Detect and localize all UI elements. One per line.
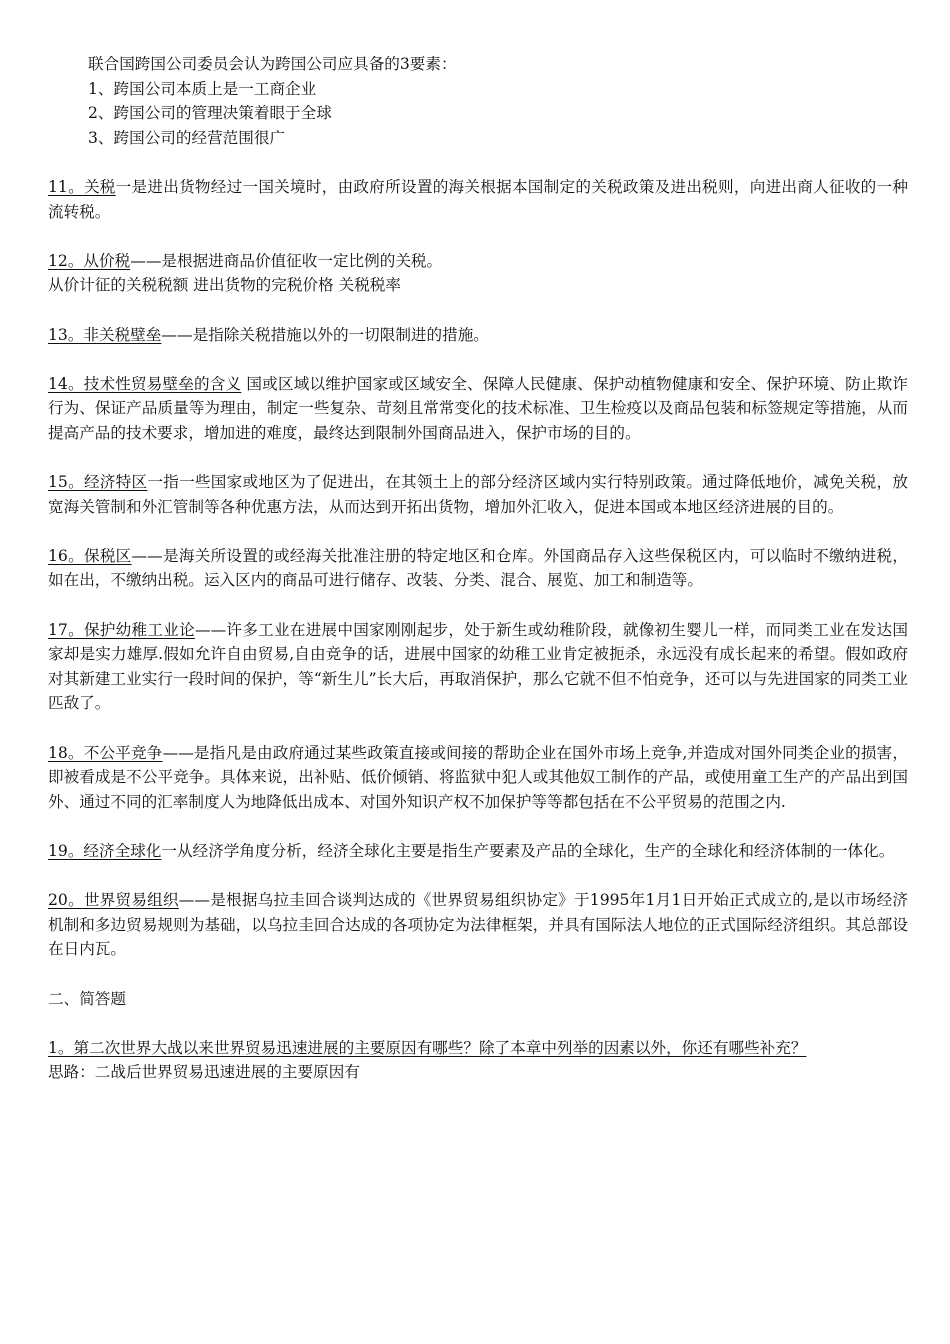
definition-text: ——是指凡是由政府通过某些政策直接或间接的帮助企业在国外市场上竞争,并造成对国外同类企业的损害，即被看成是不公平竞争。具体来说，出补贴、低价倾销、将监狱中犯人或其他奴工制作的产品，或使用童工生产的产品出到国外、通过不同的汇率制度人为地降低出成本、对国外知识产权不加保护等等都包括在不公平贸易的范围之内. [48,743,908,811]
definition-term: 11。关税 [48,177,116,196]
definition-17 [48,618,908,716]
definition-text: 一指一些国家或地区为了促进出，在其领土上的部分经济区域内实行特别政策。通过降低地价，减免关税，放宽海关管制和外汇管制等各种优惠方法，从而达到开拓出货物，增加外汇收入，促进本国或本地区经济进展的目的。 [48,473,908,516]
definition-12 [48,249,908,274]
definition-term: 17。保护幼稚工业论 [48,620,195,639]
intro-heading: 联合国跨国公司委员会认为跨国公司应具备的3要素： [88,55,457,73]
definition-term: 14。技术性贸易壁垒的含义 [48,374,242,393]
definition-12-formula: 从价计征的关税税额 进出货物的完税价格 关税税率 [48,276,401,295]
question-1 [48,1036,908,1061]
definition-18 [48,741,908,815]
definition-11 [48,175,908,224]
definition-14 [48,372,908,446]
document-page [48,52,908,1085]
definition-term: 16。保税区 [48,546,132,565]
definition-text: 国或区域以维护国家或区域安全、保障人民健康、保护动植物健康和安全、保护环境、防止欺诈行为、保证产品质量等为理由，制定一些复杂、苛刻且常常变化的技术标准、卫生检疫以及商品包装和标签规定等措施，从而提高产品的技术要求，增加进的难度，最终达到限制外国商品进入，保护市场的目的。 [48,374,908,442]
definition-20 [48,888,908,962]
definition-text: ——是根据乌拉圭回合谈判达成的《世界贸易组织协定》于1995年1月1日开始正式成立的,是以市场经济机制和多边贸易规则为基础，以乌拉圭回合达成的各项协定为法律框架，并具有国际法人地位的正式国际经济组织。其总部设在日内瓦。 [48,891,908,959]
definition-term: 12。从价税 [48,251,131,270]
definition-term: 15。经济特区 [48,473,148,492]
definition-term: 13。非关税壁垒 [48,325,162,344]
definition-term: 19。经济全球化 [48,842,162,860]
intro-item: 1、跨国公司本质上是一工商企业 [88,79,317,98]
section-title: 二、简答题 [48,989,126,1008]
intro-item: 3、跨国公司的经营范围很广 [88,128,286,147]
definition-19 [48,839,908,864]
definition-text: 一从经济学角度分析，经济全球化主要是指生产要素及产品的全球化，生产的全球化和经济体制的一体化。 [161,842,895,860]
definition-term: 18。不公平竞争 [48,743,163,762]
definition-term: 20。世界贸易组织 [48,891,179,910]
definition-text: 一是进出货物经过一国关境时，由政府所设置的海关根据本国制定的关税政策及进出税则，向进出商人征收的一种流转税。 [48,177,908,221]
intro-item: 2、跨国公司的管理决策着眼于全球 [88,104,332,123]
definition-text: ——是根据进商品价值征收一定比例的关税。 [130,251,443,270]
definition-15 [48,470,908,519]
definition-13 [48,323,908,348]
definition-text: ——是指除关税措施以外的一切限制进的措施。 [161,325,489,344]
definition-16 [48,544,908,593]
question-text: 1。第二次世界大战以来世界贸易迅速进展的主要原因有哪些？除了本章中列举的因素以外，你还有哪些补充？ [48,1038,807,1057]
question-hint: 思路：二战后世界贸易迅速进展的主要原因有 [48,1063,360,1082]
definition-text: ——许多工业在进展中国家刚刚起步，处于新生或幼稚阶段，就像初生婴儿一样，而同类工业在发达国家却是实力雄厚.假如允许自由贸易,自由竞争的话，进展中国家的幼稚工业肯定被扼杀，永远没有成长起来的希望。假如政府对其新建工业实行一段时间的保护，等“新生儿”长大后，再取消保护，那么它就不但不怕竞争，还可以与先进国家的同类工业匹敌了。 [48,620,908,713]
intro-block [48,52,908,150]
definition-text: ——是海关所设置的或经海关批准注册的特定地区和仓库。外国商品存入这些保税区内，可以临时不缴纳进税，如在出，不缴纳出税。运入区内的商品可进行储存、改装、分类、混合、展览、加工和制造等。 [48,546,908,590]
